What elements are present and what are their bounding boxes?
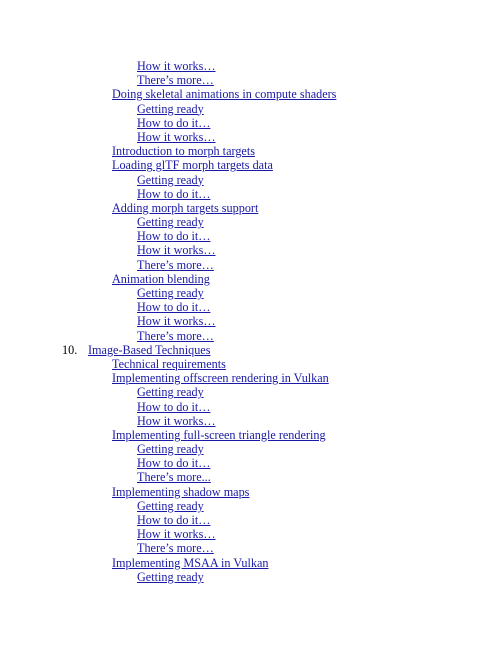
toc-subsection-entry [0, 470, 500, 484]
toc-link[interactable]: How it works… [137, 527, 216, 542]
toc-link[interactable]: How it works… [137, 129, 216, 144]
toc-subsection-entry [0, 102, 500, 116]
toc-subsection-entry [0, 541, 500, 555]
toc-link[interactable]: Introduction to morph targets [112, 144, 255, 159]
toc-subsection-entry [0, 215, 500, 229]
toc-subsection-entry [0, 513, 500, 527]
toc-link[interactable]: Getting ready [137, 442, 204, 457]
toc-section-entry [0, 357, 500, 371]
toc-section-entry [0, 87, 500, 101]
toc-link[interactable]: Getting ready [137, 101, 204, 116]
toc-link[interactable]: How to do it… [137, 229, 211, 244]
toc-chapter-number: 10. [62, 342, 78, 357]
toc-link[interactable]: Technical requirements [112, 356, 226, 371]
toc-link[interactable]: There’s more… [137, 73, 214, 88]
toc-section-entry [0, 272, 500, 286]
toc-subsection-entry [0, 258, 500, 272]
toc-link[interactable]: How to do it… [137, 115, 211, 130]
toc-link[interactable]: Implementing offscreen rendering in Vulkan [112, 371, 329, 386]
toc-link[interactable]: How to do it… [137, 399, 211, 414]
toc-subsection-entry [0, 414, 500, 428]
toc-subsection-entry [0, 59, 500, 73]
toc-subsection-entry [0, 527, 500, 541]
toc-subsection-entry [0, 570, 500, 584]
toc-link[interactable]: How it works… [137, 314, 216, 329]
toc-subsection-entry [0, 499, 500, 513]
toc-link[interactable]: There’s more... [137, 470, 211, 485]
toc-link[interactable]: There’s more… [137, 257, 214, 272]
toc-chapter-entry [0, 343, 500, 357]
toc-subsection-entry [0, 456, 500, 470]
toc-subsection-entry [0, 329, 500, 343]
toc-subsection-entry [0, 130, 500, 144]
toc-subsection-entry [0, 442, 500, 456]
toc-subsection-entry [0, 286, 500, 300]
toc-link[interactable]: How to do it… [137, 456, 211, 471]
toc-section-entry [0, 144, 500, 158]
toc-section-entry [0, 158, 500, 172]
toc-subsection-entry [0, 73, 500, 87]
toc-link[interactable]: Loading glTF morph targets data [112, 158, 273, 173]
toc-link[interactable]: Getting ready [137, 385, 204, 400]
toc-link[interactable]: Getting ready [137, 215, 204, 230]
toc-link[interactable]: Implementing MSAA in Vulkan [112, 555, 269, 570]
toc-subsection-entry [0, 243, 500, 257]
toc-subsection-entry [0, 116, 500, 130]
toc-link[interactable]: How it works… [137, 243, 216, 258]
toc-link[interactable]: Getting ready [137, 286, 204, 300]
toc-link[interactable]: Getting ready [137, 569, 204, 584]
toc-section-entry [0, 201, 500, 215]
toc-section-entry [0, 485, 500, 499]
toc-subsection-entry [0, 229, 500, 243]
toc-subsection-entry [0, 300, 500, 314]
toc-link[interactable]: Doing skeletal animations in compute shaders [112, 87, 337, 102]
toc-subsection-entry [0, 187, 500, 201]
toc-link[interactable]: There’s more… [137, 328, 214, 343]
toc-link[interactable]: There’s more… [137, 541, 214, 556]
toc-subsection-entry [0, 385, 500, 399]
table-of-contents [0, 59, 500, 584]
toc-section-entry [0, 371, 500, 385]
toc-link[interactable]: How it works… [137, 59, 216, 73]
toc-link[interactable]: Implementing shadow maps [112, 484, 250, 499]
toc-link[interactable]: Animation blending [112, 271, 210, 286]
toc-link[interactable]: Getting ready [137, 172, 204, 187]
toc-subsection-entry [0, 173, 500, 187]
toc-section-entry [0, 556, 500, 570]
toc-section-entry [0, 428, 500, 442]
toc-link[interactable]: How to do it… [137, 186, 211, 201]
toc-link[interactable]: Image-Based Techniques [88, 342, 211, 357]
toc-link[interactable]: How to do it… [137, 300, 211, 315]
toc-link[interactable]: Implementing full-screen triangle rendering [112, 427, 326, 442]
toc-link[interactable]: Adding morph targets support [112, 200, 259, 215]
toc-subsection-entry [0, 314, 500, 328]
toc-link[interactable]: Getting ready [137, 498, 204, 513]
toc-subsection-entry [0, 400, 500, 414]
toc-link[interactable]: How to do it… [137, 513, 211, 527]
toc-link[interactable]: How it works… [137, 413, 216, 428]
